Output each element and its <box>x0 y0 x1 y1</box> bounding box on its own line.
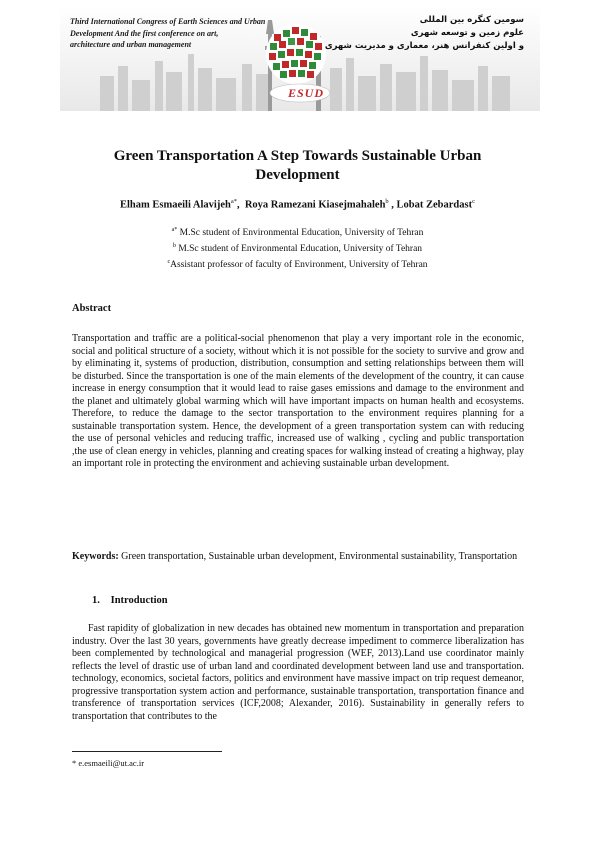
footnote-email: * e.esmaeili@ut.ac.ir <box>72 758 145 768</box>
affiliation-text: M.Sc student of Environmental Education, University of Tehran <box>179 228 424 239</box>
persian-title-line: و اولین کنفرانس هنر، معماری و مدیریت شهری <box>324 41 524 51</box>
conference-english-title <box>70 16 310 51</box>
author-name: Roya Ramezani Kiasejmahaleh <box>244 199 386 211</box>
keywords <box>72 551 524 564</box>
author-list: Elham Esmaeili Alavijeh$^{a*}$, Roya Ramezani Kiasejmahaleh$^b$ , Lobat Zebardast$^c$ <box>119 198 475 211</box>
affiliation-text: M.Sc student of Environmental Education, University of Tehran <box>178 244 423 255</box>
introduction-body: Fast rapidity of globalization in new decades has obtained new momentum in transportation and preparation industry. Over the last 30 years, governments have greatly decrease impediment to commerce liberalization has been complemented by technological and managerial progression (WEF, 2013).Land use coordinator mainly reflects the level of drastic use of urban land and coordinated development between land use and transportation. technology, economics, societal factors, politics and environment have massive impact on trip request demeanor, progressive transportation system action and performance, sustainable transportation, transportation finance and transference of transportation services (ICF,2008; Alexander, 2016). Sustainability in generally refers to transportation that contributes to the <box>72 623 524 722</box>
affiliation-line <box>60 224 535 240</box>
author-superscript: c <box>472 198 475 205</box>
author-name: Lobat Zebardast <box>396 199 473 211</box>
affiliation-line <box>60 256 535 272</box>
english-title-line: Development And the first conference on art, <box>70 28 219 38</box>
persian-title-line: علوم زمین و توسعه شهری <box>410 28 524 38</box>
english-title-line: Third International Congress of Earth Sciences and Urban <box>70 17 266 26</box>
footnote-divider <box>72 751 222 752</box>
paper-title-line: Development <box>255 167 340 183</box>
section-heading-introduction <box>92 595 168 606</box>
keywords-label: Keywords: <box>72 551 119 562</box>
affiliation-text: Assistant professor of faculty of Environment, University of Tehran <box>170 260 428 271</box>
abstract-heading: Abstract <box>72 303 112 314</box>
affiliation-line <box>60 240 535 256</box>
keywords-text: Green transportation, Sustainable urban development, Environmental sustainability, Transportation <box>121 551 518 562</box>
paper-title-line: Green Transportation A Step Towards Sustainable Urban <box>113 148 482 164</box>
affiliations <box>60 224 535 272</box>
affiliation-superscript: b <box>172 243 176 250</box>
persian-title-line: سومین کنگره بین المللی <box>419 15 524 25</box>
section-title: Introduction <box>110 595 168 606</box>
author-name: Elham Esmaeili Alavijeh <box>119 199 231 211</box>
conference-persian-title <box>294 14 524 53</box>
paper-title <box>60 147 535 185</box>
author-superscript: b <box>385 198 389 205</box>
conference-banner <box>60 6 540 111</box>
english-title-line: architecture and urban management <box>70 40 192 49</box>
esud-logo: ESUD <box>288 86 325 100</box>
author-superscript: a* <box>230 198 237 205</box>
affiliation-superscript: a* <box>171 227 178 233</box>
abstract-body: Transportation and traffic are a political-social phenomenon that play a very important role in the economic, social and political structure of a society, without which it is not possible for the society to survive and grow and by eliminating it, systems of production, distribution, consumption and setting relationships between them will be disturbed. Since the transportation is one of the main elements of the development of the country, it can cause increase in energy consumption that it would lead to raise gases emissions and damage to the environment and the planet and ultimately global warming which will have important impacts on human health and ecosystems. Therefore, to reduce the damage to the sector transportation to the environment requires planning for a sustainable transportation system. Hence, the development of a green transportation system can with reducing the use of personal vehicles and reducing traffic, increased use of walking , cycling and public transportation ,the use of clean energy in vehicles, planning and creating spaces for walking instead of creating a highway, play an important role in protecting the environment and achieving sustainable urban development. <box>72 333 524 469</box>
section-number: 1. <box>92 595 100 606</box>
affiliation-superscript: c <box>167 259 171 266</box>
